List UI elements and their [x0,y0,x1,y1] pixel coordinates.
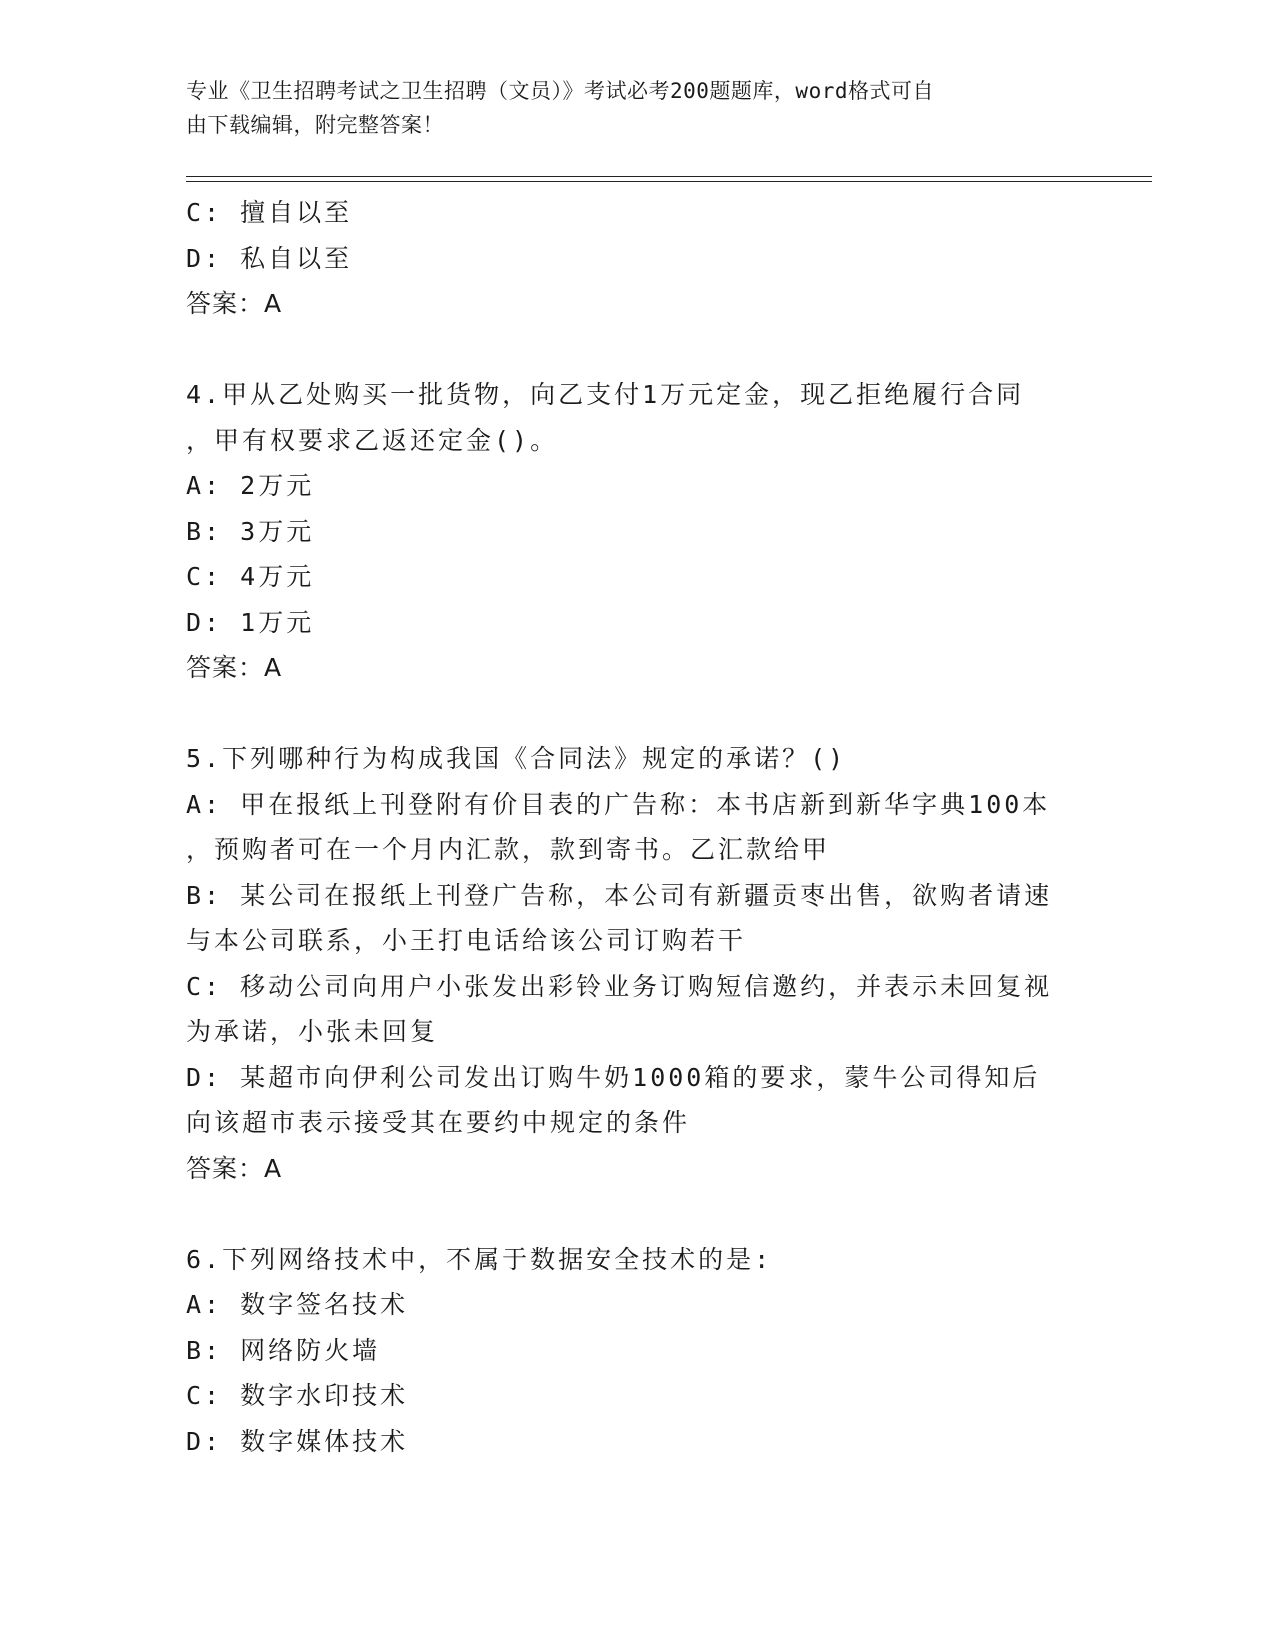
answer-line: 答案：A [186,289,283,318]
option-a: A: 甲在报纸上刊登附有价目表的广告称：本书店新到新华字典100本 [186,789,1051,819]
answer-line: 答案：A [186,1153,283,1183]
option-a: A: 2万元 [186,471,315,500]
option-d: D: 数字媒体技术 [186,1426,409,1456]
spacer [186,1191,1086,1237]
document-body [186,190,1086,1464]
spacer [186,691,1086,737]
question-stem: 4.甲从乙处购买一批货物，向乙支付1万元定金，现乙拒绝履行合同 [186,380,1025,409]
option-c: C: 擅自以至 [186,198,353,227]
option-d: D: 某超市向伊利公司发出订购牛奶1000箱的要求，蒙牛公司得知后 [186,1062,1041,1092]
option-b: B: 某公司在报纸上刊登广告称，本公司有新疆贡枣出售，欲购者请速 [186,880,1053,910]
option-b-continued: 与本公司联系，小王打电话给该公司订购若干 [186,926,747,955]
option-c-continued: 为承诺，小张未回复 [186,1017,439,1046]
option-a: A: 数字签名技术 [186,1290,409,1319]
option-b: B: 网络防火墙 [186,1335,381,1365]
question-stem: 6.下列网络技术中，不属于数据安全技术的是: [186,1244,773,1274]
answer-line: 答案：A [186,653,283,682]
option-d-continued: 向该超市表示接受其在要约中规定的条件 [186,1108,691,1137]
option-c: C: 数字水印技术 [186,1381,409,1410]
question-stem: 5.下列哪种行为构成我国《合同法》规定的承诺？() [186,744,847,773]
question-5 [186,736,1086,1191]
header-rule-top [186,176,1152,177]
option-c: C: 移动公司向用户小张发出彩铃业务订购短信邀约，并表示未回复视 [186,971,1053,1001]
option-d: D: 私自以至 [186,243,353,273]
option-a-continued: ，预购者可在一个月内汇款，款到寄书。乙汇款给甲 [186,835,831,864]
question-6 [186,1237,1086,1465]
header-line-1: 专业《卫生招聘考试之卫生招聘（文员）》考试必考200题题库，word格式可自 [186,79,934,103]
question-4 [186,372,1086,691]
document-header [186,74,1066,142]
header-line-2: 由下载编辑，附完整答案！ [186,113,444,137]
spacer [186,327,1086,373]
question-3-continued [186,190,1086,327]
header-rule-bottom [186,181,1152,182]
option-c: C: 4万元 [186,562,315,591]
option-b: B: 3万元 [186,516,315,546]
question-stem-continued: ，甲有权要求乙返还定金()。 [186,425,559,455]
option-d: D: 1万元 [186,607,315,637]
